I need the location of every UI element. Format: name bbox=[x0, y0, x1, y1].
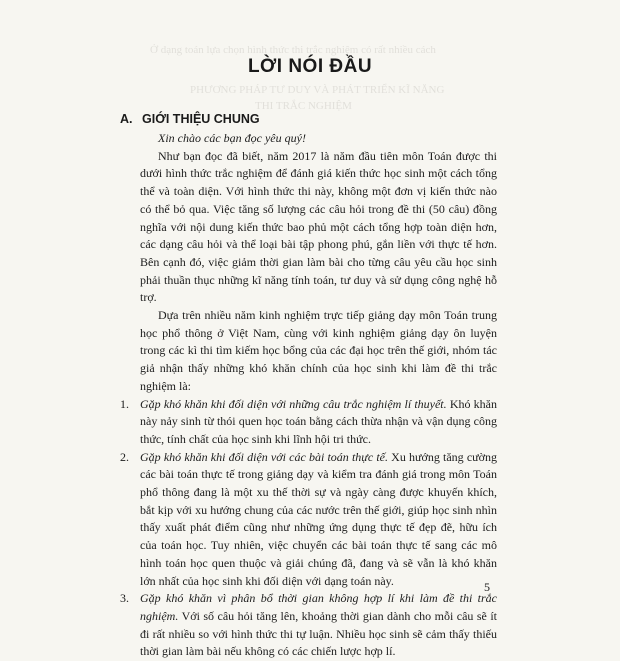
bleed-through-text: PHƯƠNG PHÁP TƯ DUY VÀ PHÁT TRIỂN KĨ NĂNG bbox=[190, 84, 445, 96]
page-title: LỜI NÓI ĐẦU bbox=[247, 56, 373, 77]
list-item-text: Với số câu hỏi tăng lên, khoảng thời gian dành cho mỗi câu sẽ ít đi rất nhiều so với hình thức thi tự luận. Nhiều học sinh sẽ cảm thấy thiếu thời gian làm bài nếu không có các chiến lược hợp lí. bbox=[140, 608, 497, 659]
list-item-text: Khó khăn này nảy sinh từ thói quen học toán bằng cách thừa nhận và vận dụng công thức, tính chất của học sinh khi lĩnh hội tri thức. bbox=[140, 396, 497, 446]
section-heading bbox=[120, 112, 260, 126]
section-heading-text: GIỚI THIỆU CHUNG bbox=[142, 112, 260, 126]
list-item bbox=[120, 396, 497, 449]
body-text bbox=[120, 130, 497, 661]
list-marker: 1. bbox=[120, 396, 129, 411]
list-marker: 2. bbox=[120, 449, 129, 464]
list-item-lead: Gặp khó khăn vì phân bổ thời gian không hợp lí khi làm đề thi trắc nghiệm. bbox=[140, 591, 497, 623]
list-item bbox=[120, 590, 497, 661]
bleed-through-text: Ở dạng toán lựa chọn hình thức thi trắc nghiệm có rất nhiều cách bbox=[150, 44, 436, 56]
paragraph: Dựa trên nhiều năm kinh nghiệm trực tiếp giảng dạy môn Toán trung học phổ thông ở Việt Nam, cùng với kinh nghiệm giảng dạy ôn luyện trong các kì thi tìm kiếm học bổng của các đại học trên thế giới, nhóm tác giả nhận thấy những khó khăn chính của học sinh khi làm đề thi trắc nghiệm là: bbox=[140, 308, 497, 393]
difficulty-list bbox=[120, 396, 497, 661]
bleed-through-text: THI TRẮC NGHIỆM bbox=[255, 100, 352, 112]
greeting: Xin chào các bạn đọc yêu quý! bbox=[158, 131, 306, 145]
list-item-lead: Gặp khó khăn khi đối diện với các bài toán thực tế. bbox=[140, 449, 388, 464]
list-item-lead: Gặp khó khăn khi đối diện với những câu trắc nghiệm lí thuyết. bbox=[140, 396, 447, 411]
list-marker: 3. bbox=[120, 591, 129, 606]
section-number: A. bbox=[120, 112, 133, 126]
list-item-text: Xu hướng tăng cường các bài toán thực tế trong giảng dạy và kiểm tra đánh giá trong môn Toán phổ thông đang là một xu thế thời sự và ngày càng được khuyến khích, bắt kịp với xu hướng chung của các nước trên thế giới, giúp học sinh nhìn thấy xuất phát điểm cũng như những ứng dụng thực tế đẹp đẽ, hữu ích của toán học. Tuy nhiên, việc chuyển các bài toán thực tế sang các mô hình toán học quen thuộc và giải chúng đã, đang và sẽ vẫn là khó khăn lớn nhất của học sinh khi đối diện với dạng toán này. bbox=[140, 449, 497, 588]
paragraph: Như bạn đọc đã biết, năm 2017 là năm đầu tiên môn Toán được thi dưới hình thức trắc nghiệm để đánh giá kiến thức học sinh một cách tổng thể và toàn diện. Với hình thức thi này, không một đơn vị kiến thức nào có thể bỏ qua. Việc tăng số lượng các câu hỏi trong đề thi (50 câu) đồng nghĩa với nội dung kiến thức bao phủ một cách tổng hợp toàn diện hơn, các dạng câu hỏi và thể loại bài tập phong phú, gắn liền với thực tế hơn. Bên cạnh đó, việc giảm thời gian làm bài cho từng câu yêu cầu học sinh phải thuần thục những kĩ năng tính toán, tư duy và sử dụng công nghệ hỗ trợ. bbox=[140, 148, 497, 305]
list-item bbox=[120, 449, 497, 591]
page-number: 5 bbox=[484, 580, 490, 594]
